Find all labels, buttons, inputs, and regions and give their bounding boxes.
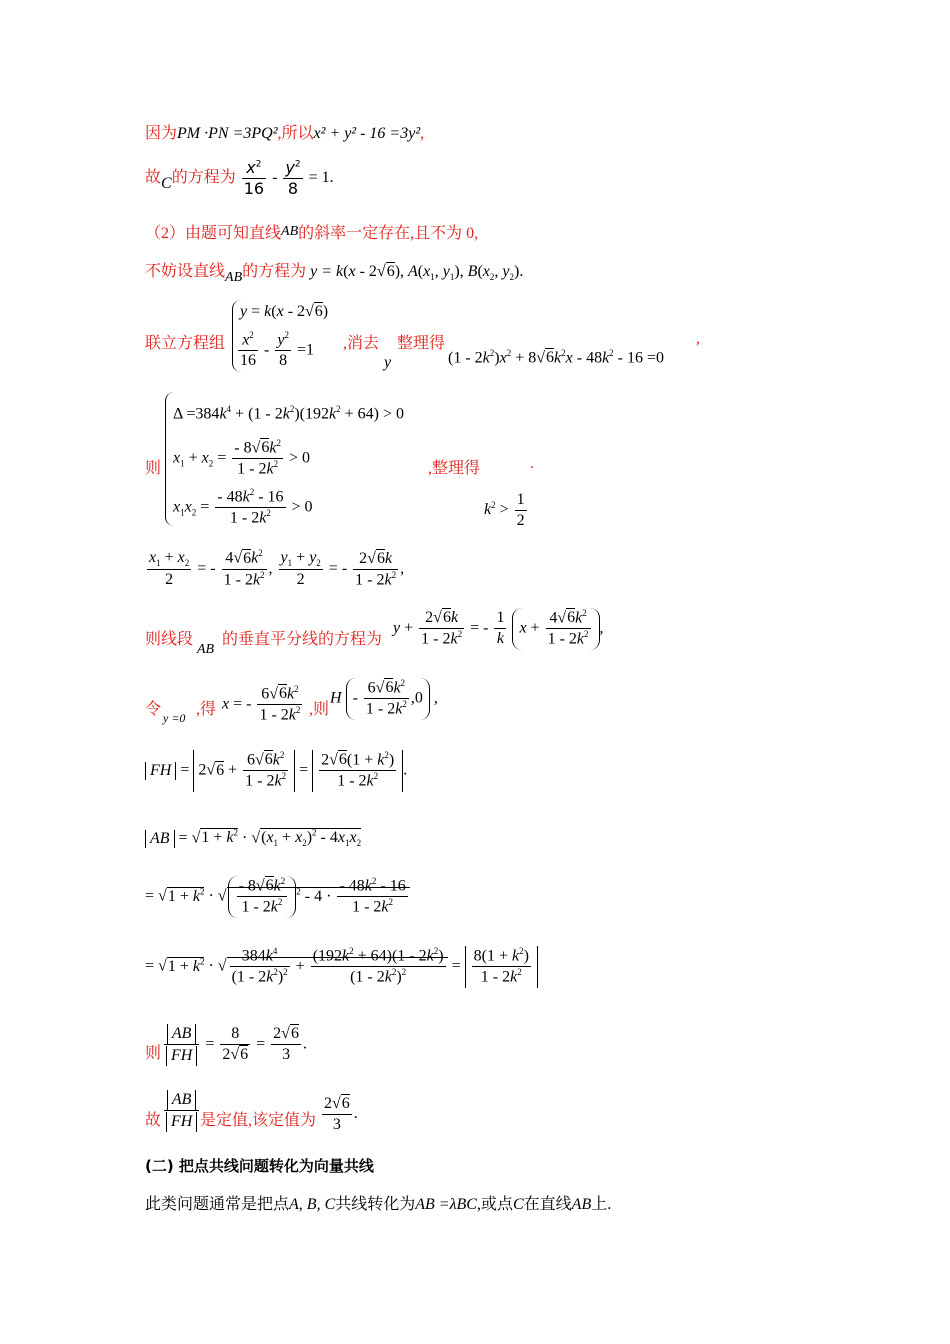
h-x-value: x = - $\frac{6√6k^2}{1 - 2k^2}$	[222, 684, 301, 724]
midpoint-coords: $\frac{x_1 + x_2}{2}$ = - $\frac{4√6k^2}{1 - 2k^2}$ , $\frac{y_1 + y_2}{2}$ = - $\frac{2√6k}{1 - 2k^2}$ ,	[149, 548, 405, 589]
sum-roots: $x_1 + x_2$ = $\frac{- 8√6k^2}{1 - 2k^2}$ > 0	[173, 438, 311, 478]
fh-length: FH = 2√6 + $\frac{6√6k^2}{1 - 2k^2}$ = $\frac{2√6(1 + k^2)}{1 - 2k^2}$ .	[145, 750, 407, 792]
solution-line-6: 则	[145, 460, 162, 477]
discriminant: $\Delta =384k^4 + (1 - 2k^2)(192k^2 + 64) > 0$	[173, 404, 404, 423]
solution-line-9: 令	[145, 701, 162, 718]
solution-line-1: 因为PM ·PN =3PQ²,所以x² + y² - 16 =3y²,	[145, 125, 425, 142]
solution-line-3: （2）由题可知直线AB的斜率一定存在,且不为 0,	[145, 224, 479, 242]
solution-line-5: 联立方程组	[145, 335, 226, 352]
ratio-fraction: $\frac{AB}{FH}$	[162, 1090, 201, 1132]
last-line: 此类问题通常是把点A, B, C共线转化为AB =λBC,或点C在直线AB上.	[145, 1196, 612, 1213]
frac-x2-16: $\frac{x^2}{16}$	[243, 158, 265, 198]
quadratic-equation: $(1 - 2k^2)x^2 + 8√6k^2x - 48k^2 - 16 =0$	[448, 348, 665, 367]
solution-line-15: 故	[145, 1112, 162, 1129]
solution-line-14: 则	[145, 1045, 162, 1062]
frac-y2-8: $\frac{y^2}{8}$	[285, 158, 301, 198]
ratio-value: $\frac{AB}{FH}$ = $\frac{8}{2√6}$ = $\frac{2√6}{3}$ .	[162, 1024, 307, 1066]
section-heading: (二) 把点共线问题转化为向量共线	[145, 1157, 374, 1175]
constant-value: $\frac{2√6}{3}$ .	[324, 1095, 358, 1133]
ab-length-1: AB = $√1 + k^2 \cdot √(x_1 + x_2)^2 - 4x_1x_2$	[145, 828, 361, 849]
math-pm-pn: PM ·PN =3PQ²	[177, 125, 278, 142]
ab-length-2: = $√1 + k^2$ · √ $\frac{- 8√6k^2}{1 - 2k^2}$ $^2$ - 4 · $\frac{- 48k^2 - 16}{1 - 2k^2}$	[145, 876, 410, 918]
point-h: H - $\frac{6√6k^2}{1 - 2k^2}$ ,0 ,	[330, 678, 438, 718]
solution-line-8: 则线段	[145, 631, 194, 648]
k-condition: $k^2$ > $\frac{1}{2}$	[484, 491, 525, 529]
system-eq-1: y = k(x - 2√6)	[240, 303, 329, 320]
solution-line-2: 故C的方程为 $\frac{x^2}{16}$ - $\frac{y^2}{8}$ = 1.	[145, 158, 334, 198]
ab-length-3: = $√1 + k^2$ · √ $\frac{384k^4}{(1 - 2k^2)^2}$ + $\frac{(192k^2 + 64)(1 - 2k^2)}{(1 - 2k^2)^2}$ = $\frac{8(1 + k^2)}{1 - 2k^2}$	[145, 946, 538, 988]
math-equation: x² + y² - 16 =3y²	[313, 125, 421, 142]
system-eq-2: $\frac{x^2}{16}$ - $\frac{y^2}{8}$ =1	[240, 330, 314, 370]
product-roots: $x_1x_2$ = $\frac{- 48k^2 - 16}{1 - 2k^2}$ > 0	[173, 487, 313, 527]
solution-line-4: 不妨设直线AB的方程为 y = k(x - 2√6), $A(x_1$, $y_1$), $B(x_2$, $y_2$).	[145, 263, 524, 285]
bisector-equation: y + $\frac{2√6k}{1 - 2k^2}$ = - $\frac{1}{k}$ x + $\frac{4√6k^2}{1 - 2k^2}$ ,	[393, 608, 604, 648]
